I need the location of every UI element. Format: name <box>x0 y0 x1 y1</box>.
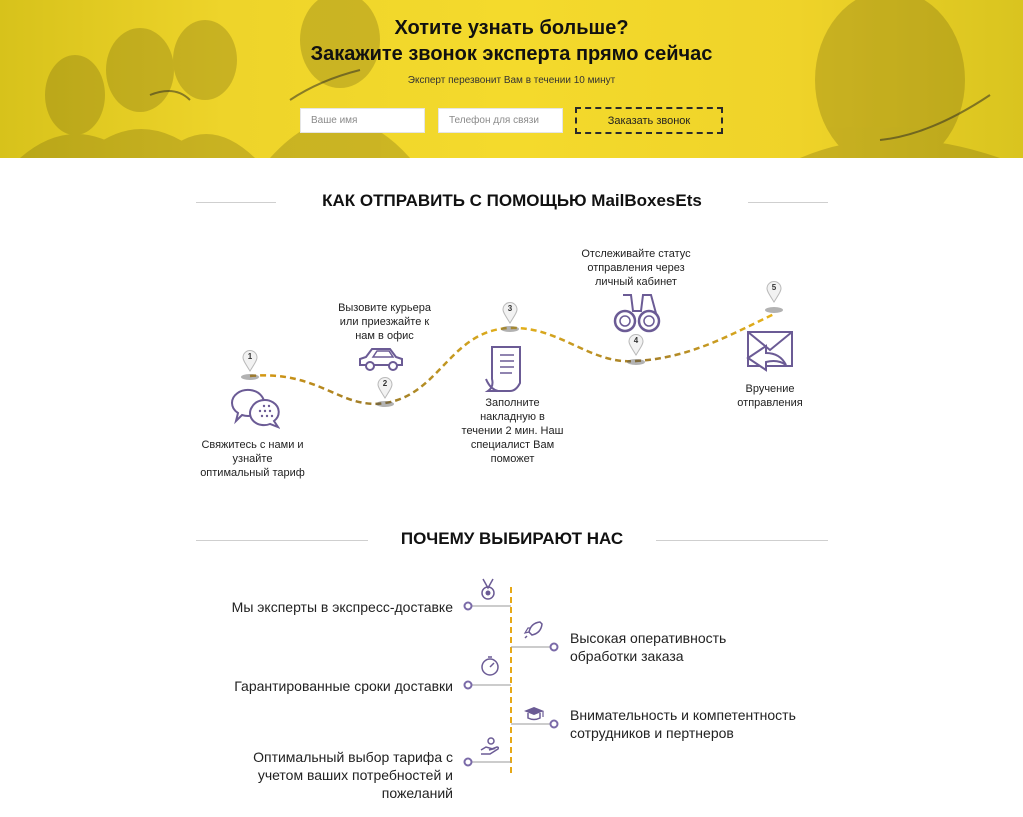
step-3-pin-marker <box>502 302 518 324</box>
phone-input[interactable] <box>438 108 563 133</box>
car-icon <box>357 345 407 375</box>
chat-bubbles-icon <box>228 385 280 435</box>
timeline-dot <box>465 603 472 610</box>
step-4-pin-marker <box>628 334 644 356</box>
order-call-button[interactable]: Заказать звонок <box>575 107 723 134</box>
step-number: 4 <box>633 336 639 345</box>
timeline-dot <box>465 759 472 766</box>
why-item-guarantee: Гарантированные сроки доставки <box>234 678 453 694</box>
timeline-dot <box>551 721 558 728</box>
step-1-text: Свяжитесь с нами и узнайте оптимальный тариф <box>200 439 305 479</box>
rocket-icon <box>523 620 543 640</box>
step-5-pin-marker <box>766 281 782 303</box>
timeline-dot <box>465 682 472 689</box>
step-2-pin-marker <box>377 377 393 399</box>
how-section-title: КАК ОТПРАВИТЬ С ПОМОЩЬЮ MailBoxesEts <box>322 191 702 210</box>
name-input[interactable] <box>300 108 425 133</box>
hand-coin-icon <box>479 736 501 758</box>
why-section-title: ПОЧЕМУ ВЫБИРАЮТ НАС <box>400 529 624 548</box>
timeline-dot <box>551 644 558 651</box>
hero-subtitle: Эксперт перезвонит Вам в течении 10 минут <box>407 75 616 86</box>
how-section-header <box>196 191 828 215</box>
stopwatch-icon <box>479 655 501 677</box>
why-section-header <box>196 529 828 553</box>
step-number: 2 <box>382 379 388 388</box>
step-4-text: Отслеживайте статус отправления через личный кабинет <box>581 248 691 288</box>
step-2-text: Вызовите курьера или приезжайте к нам в офис <box>338 302 431 342</box>
hero-title-line2: Закажите звонок эксперта прямо сейчас <box>310 43 713 65</box>
step-number: 5 <box>771 283 777 292</box>
hero-title-line1: Хотите узнать больше? <box>394 17 629 39</box>
step-3-text: Заполните накладную в течении 2 мин. Наш специалист Вам поможет <box>461 397 564 465</box>
why-item-tariff: Оптимальный выбор тарифа с учетом ваших потребностей и пожеланий <box>253 749 453 801</box>
document-icon <box>484 343 532 395</box>
step-1-pin-marker <box>242 350 258 372</box>
envelope-icon <box>744 330 796 372</box>
why-item-speed: Высокая оперативность обработки заказа <box>570 630 727 664</box>
callback-hero <box>0 0 1023 158</box>
why-item-competence: Внимательность и компетентность сотрудников и пертнеров <box>570 707 796 741</box>
medal-icon <box>479 578 497 602</box>
step-number: 3 <box>507 304 513 313</box>
why-item-experts: Мы эксперты в экспресс-доставке <box>231 599 453 615</box>
graduation-cap-icon <box>522 706 546 722</box>
binoculars-icon <box>611 291 663 335</box>
step-5-text: Вручение отправления <box>737 383 803 409</box>
step-number: 1 <box>247 352 253 361</box>
